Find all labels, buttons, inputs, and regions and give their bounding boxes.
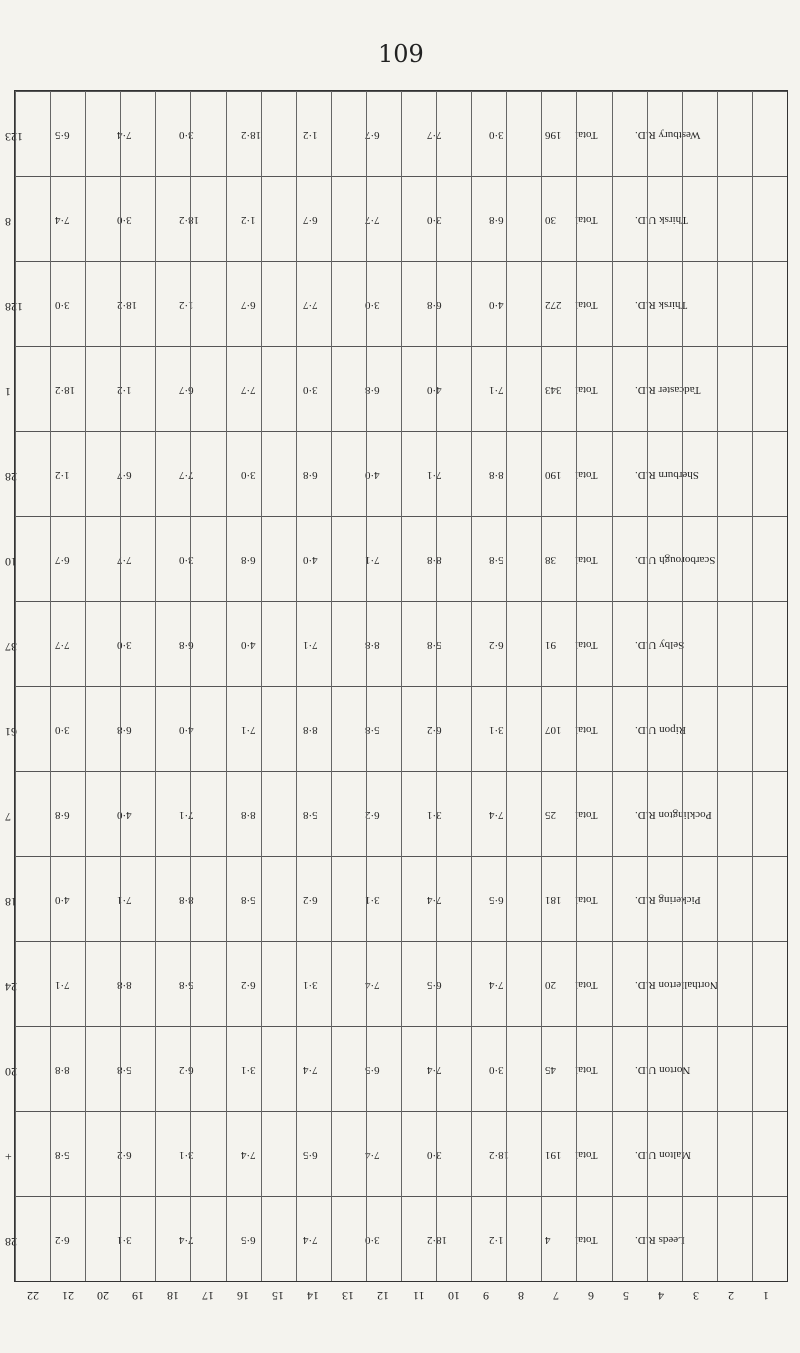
column-number: 17 (202, 1289, 214, 1303)
row-label: Ripon U.D. (635, 723, 687, 736)
table-cell: 6·7 (303, 213, 318, 226)
column-number: 16 (237, 1289, 250, 1303)
row-count: 123 (5, 129, 23, 144)
table-cell: 18·2 (55, 383, 76, 396)
table-cell: 7·4 (55, 213, 70, 226)
table-cell: 6·8 (117, 723, 132, 736)
column-divider (155, 91, 156, 1281)
table-cell: 7·7 (241, 383, 256, 396)
table-cell-total: 45 (545, 1063, 556, 1076)
column-number: 6 (588, 1289, 594, 1303)
statistics-table (5, 90, 788, 1303)
table-cell-total: 38 (545, 553, 556, 566)
table-cell: 8·8 (365, 638, 380, 651)
column-divider (752, 91, 753, 1281)
column-number: 18 (166, 1289, 179, 1303)
table-cell: 7·4 (179, 1233, 194, 1246)
column-number: 12 (377, 1289, 390, 1303)
row-label: Leeds R.D. (635, 1233, 685, 1246)
table-cell: 7·7 (179, 468, 194, 481)
column-number: 14 (307, 1289, 320, 1303)
table-cell: 6·5 (303, 1148, 318, 1161)
table-cell: 3·0 (241, 468, 256, 481)
table-cell: 4·0 (117, 808, 132, 821)
table-cell-total: 272 (545, 298, 562, 311)
column-divider (296, 91, 297, 1281)
table-cell: 7·7 (427, 128, 442, 141)
table-cell-total: 25 (545, 808, 556, 821)
table-cell: 5·8 (241, 893, 256, 906)
row-status: Total (575, 213, 598, 226)
row-status: Total (575, 638, 598, 651)
table-cell: 5·8 (489, 553, 504, 566)
table-cell: 5·8 (55, 1148, 70, 1161)
column-divider (50, 91, 51, 1281)
table-cell: 3·0 (303, 383, 318, 396)
table-cell: 5·8 (365, 723, 380, 736)
table-cell: 6·7 (241, 298, 256, 311)
table-cell: 3·0 (365, 298, 380, 311)
column-number: 7 (552, 1289, 559, 1303)
row-count: 28 (5, 469, 17, 484)
table-cell: 7·7 (303, 298, 318, 311)
table-cell: 5·8 (179, 978, 194, 991)
row-count: 37 (5, 639, 17, 654)
row-label: Pickering R.D. (635, 893, 701, 906)
column-divider (401, 91, 402, 1281)
table-cell: 3·1 (303, 978, 318, 991)
table-cell: 8·8 (427, 553, 442, 566)
table-cell: 7·1 (365, 553, 380, 566)
row-status: Total (575, 1063, 598, 1076)
table-cell-total: 181 (545, 893, 562, 906)
table-cell: 4·0 (365, 468, 380, 481)
table-cell: 3·0 (179, 128, 194, 141)
table-cell: 3·0 (55, 298, 70, 311)
table-cell: 6·8 (241, 553, 256, 566)
table-cell: 7·1 (427, 468, 442, 481)
row-status: Total (575, 468, 598, 481)
table-cell: 7·1 (303, 638, 318, 651)
table-cell: 3·0 (489, 128, 504, 141)
table-cell: 3·0 (365, 1233, 380, 1246)
column-number: 5 (623, 1289, 630, 1303)
table-cell: 7·4 (427, 893, 442, 906)
row-count: 20 (5, 1064, 17, 1079)
row-label: Scarborough U.D. (635, 553, 716, 566)
table-cell: 6·2 (179, 1063, 194, 1076)
row-count: 24 (5, 979, 17, 994)
table-cell: 8·8 (241, 808, 256, 821)
table-cell: 3·0 (489, 1063, 504, 1076)
table-cell-total: 20 (545, 978, 556, 991)
table-cell: 4·0 (427, 383, 442, 396)
column-divider (682, 91, 683, 1281)
column-divider (366, 91, 367, 1281)
table-cell: 1·2 (303, 128, 318, 141)
table-cell: 7·4 (241, 1148, 256, 1161)
table-cell: 8·8 (489, 468, 504, 481)
table-cell: 4·0 (303, 553, 318, 566)
table-cell: 6·8 (55, 808, 70, 821)
table-cell: 6·2 (241, 978, 256, 991)
table-cell: 7·4 (303, 1063, 318, 1076)
row-status: Total (575, 808, 598, 821)
row-status: Total (575, 128, 598, 141)
table-cell: 7·1 (241, 723, 256, 736)
table-cell: 6·2 (117, 1148, 132, 1161)
table-cell: 7·7 (55, 638, 70, 651)
table-cell: 6·8 (489, 213, 504, 226)
row-label: Tadcaster R.D. (635, 383, 701, 396)
table-cell: 6·5 (427, 978, 442, 991)
column-divider (261, 91, 262, 1281)
table-cell: 3·1 (489, 723, 504, 736)
table-cell: 7·1 (489, 383, 504, 396)
table-cell: 8·8 (179, 893, 194, 906)
row-status: Total (575, 1148, 598, 1161)
table-cell: 3·0 (427, 213, 442, 226)
table-cell: 4·0 (55, 893, 70, 906)
row-count: 61 (5, 724, 17, 739)
column-number: 3 (693, 1289, 700, 1303)
table-cell: 3·1 (117, 1233, 132, 1246)
column-divider (471, 91, 472, 1281)
table-cell: 6·2 (55, 1233, 70, 1246)
column-divider (120, 91, 121, 1281)
column-number: 20 (96, 1289, 109, 1303)
table-cell: 6·2 (427, 723, 442, 736)
column-divider (717, 91, 718, 1281)
column-divider (190, 91, 191, 1281)
table-cell: 5·8 (427, 638, 442, 651)
row-count: 1 (5, 384, 11, 399)
table-cell: 4·0 (241, 638, 256, 651)
table-cell: 7·7 (365, 213, 380, 226)
table-cell: 18·2 (489, 1148, 510, 1161)
table-cell: 18·2 (427, 1233, 448, 1246)
table-cell: 6·8 (303, 468, 318, 481)
row-status: Total (575, 978, 598, 991)
column-number: 2 (728, 1289, 735, 1303)
table-cell: 7·4 (427, 1063, 442, 1076)
table-cell: 3·0 (117, 638, 132, 651)
column-divider (226, 91, 227, 1281)
row-label: Northallerton R.D. (635, 978, 718, 991)
row-status: Total (575, 383, 598, 396)
table-cell: 6·2 (365, 808, 380, 821)
table-cell-total: 196 (545, 128, 562, 141)
table-cell: 7·4 (489, 978, 504, 991)
table-cell-total: 91 (545, 638, 556, 651)
table-cell: 5·8 (303, 808, 318, 821)
row-status: Total (575, 1233, 598, 1246)
table-cell: 4·0 (489, 298, 504, 311)
row-label: Sherburn R.D. (635, 468, 699, 481)
column-divider (436, 91, 437, 1281)
row-label: Thirsk R.D. (635, 298, 688, 311)
table-cell: 6·7 (365, 128, 380, 141)
table-cell: 3·0 (179, 553, 194, 566)
row-count: 7 (5, 809, 11, 824)
table-cell: 4·0 (179, 723, 194, 736)
row-count: 8 (5, 214, 11, 229)
table-cell: 8·8 (303, 723, 318, 736)
table-cell: 3·0 (117, 213, 132, 226)
table-cell: 6·5 (489, 893, 504, 906)
table-cell: 6·2 (489, 638, 504, 651)
table-cell: 6·5 (55, 128, 70, 141)
row-count: 28 (5, 1234, 17, 1249)
column-divider (15, 91, 16, 1281)
table-cell-total: 343 (545, 383, 562, 396)
column-number: 15 (272, 1289, 285, 1303)
table-cell: 6·8 (179, 638, 194, 651)
page-number: 109 (378, 40, 424, 68)
table-cell: 7·4 (365, 978, 380, 991)
table-cell-total: 30 (545, 213, 556, 226)
table-cell: 8·8 (117, 978, 132, 991)
row-label: Selby U.D. (635, 638, 685, 651)
column-divider (647, 91, 648, 1281)
row-status: Total (575, 893, 598, 906)
table-cell: 3·1 (241, 1063, 256, 1076)
table-cell: 1·2 (241, 213, 256, 226)
table-cell: 6·7 (55, 553, 70, 566)
row-count: 128 (5, 299, 23, 314)
column-number: 9 (482, 1289, 489, 1303)
column-number: 19 (131, 1289, 144, 1303)
table-cell: 18·2 (117, 298, 138, 311)
table-cell: 3·0 (55, 723, 70, 736)
table-cell-total: 191 (545, 1148, 562, 1161)
row-label: Westbury R.D. (635, 128, 701, 141)
column-divider (576, 91, 577, 1281)
table-cell: 7·7 (117, 553, 132, 566)
row-label: Malton U.D. (635, 1148, 691, 1161)
row-status: Total (575, 553, 598, 566)
column-number: 11 (412, 1289, 425, 1303)
table-cell: 1·2 (117, 383, 132, 396)
table-cell: 18·2 (179, 213, 200, 226)
table-cell: 1·2 (55, 468, 70, 481)
column-divider (85, 91, 86, 1281)
row-status: Total (575, 298, 598, 311)
table-cell: 3·1 (365, 893, 380, 906)
column-number: 4 (658, 1289, 665, 1303)
table-cell: 7·4 (365, 1148, 380, 1161)
table-cell: 7·4 (117, 128, 132, 141)
column-number: 8 (517, 1289, 524, 1303)
table-cell: 3·1 (427, 808, 442, 821)
table-cell: 6·2 (303, 893, 318, 906)
row-count: 10 (5, 554, 17, 569)
row-label: Pocklington R.D. (635, 808, 712, 821)
table-cell-total: 107 (545, 723, 562, 736)
column-number: 13 (342, 1289, 355, 1303)
column-divider (612, 91, 613, 1281)
table-cell: 6·5 (365, 1063, 380, 1076)
table-cell-total: 190 (545, 468, 562, 481)
row-status: Total (575, 723, 598, 736)
column-divider (541, 91, 542, 1281)
table-cell: 6·5 (241, 1233, 256, 1246)
column-number: 10 (447, 1289, 460, 1303)
table-cell: 1·2 (179, 298, 194, 311)
table-cell: 1·2 (489, 1233, 504, 1246)
table-cell: 7·1 (117, 893, 132, 906)
row-label: Thirsk U.D. (635, 213, 688, 226)
table-cell: 7·4 (303, 1233, 318, 1246)
table-cell: 3·1 (179, 1148, 194, 1161)
table-cell: 6·8 (365, 383, 380, 396)
column-number: 22 (26, 1289, 39, 1303)
table-cell: 6·7 (179, 383, 194, 396)
table-cell: 7·4 (489, 808, 504, 821)
table-cell: 5·8 (117, 1063, 132, 1076)
table-cell: 6·7 (117, 468, 132, 481)
table-cell: 7·1 (55, 978, 70, 991)
row-count: + (5, 1149, 12, 1164)
column-number: 21 (61, 1289, 74, 1303)
row-label: Norton U.D. (635, 1063, 691, 1076)
column-divider (331, 91, 332, 1281)
table-cell: 8·8 (55, 1063, 70, 1076)
table-cell: 7·1 (179, 808, 194, 821)
row-count: 18 (5, 894, 17, 909)
table-cell: 18·2 (241, 128, 262, 141)
table-cell-total: 4 (545, 1233, 551, 1246)
column-number: 1 (763, 1289, 770, 1303)
column-divider (506, 91, 507, 1281)
table-cell: 3·0 (427, 1148, 442, 1161)
table-cell: 6·8 (427, 298, 442, 311)
